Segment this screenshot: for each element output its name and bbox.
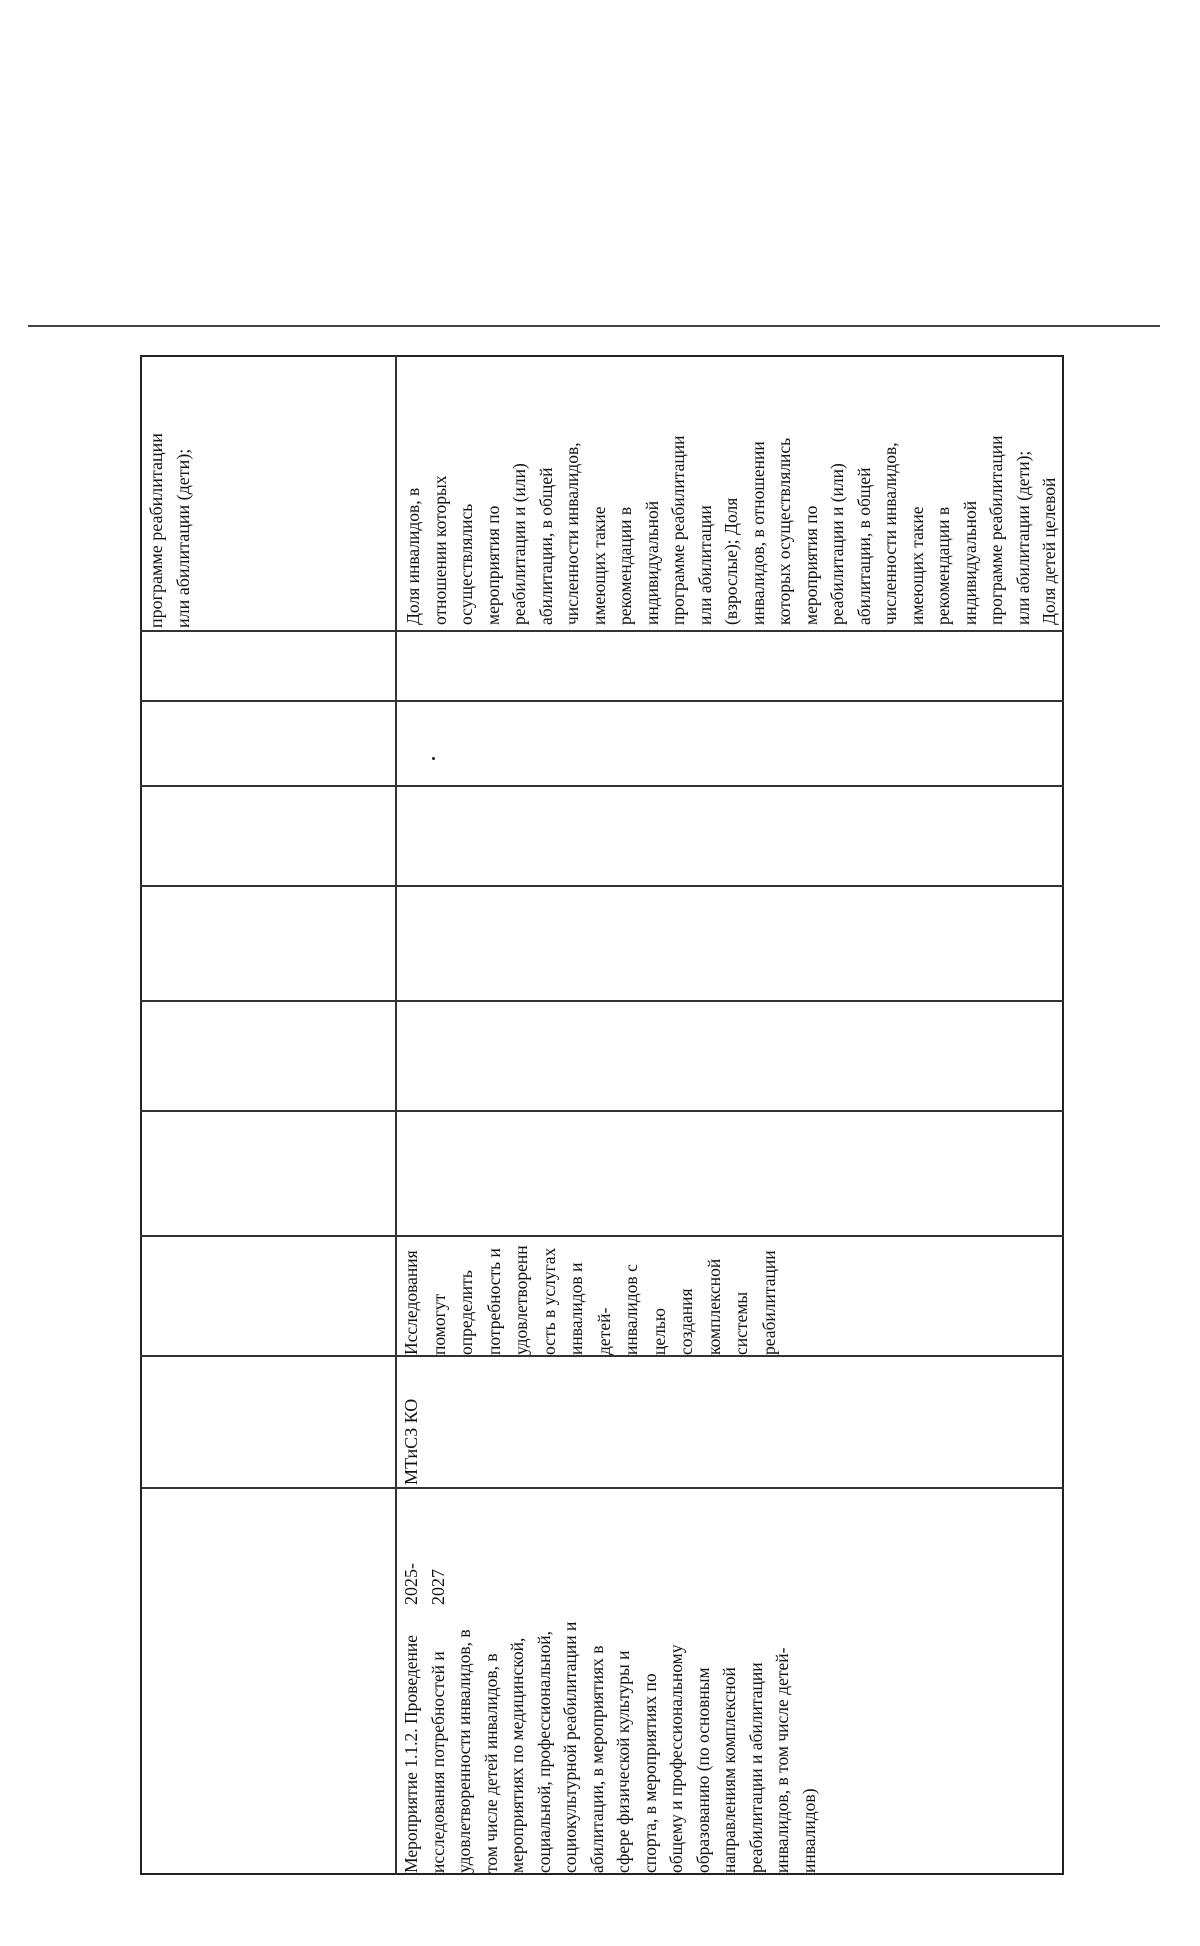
row-divider: [140, 1110, 1064, 1112]
column-divider: [395, 355, 397, 1875]
indicator-cell: Доля инвалидов, в отношении которых осуществлялись мероприятия по реабилитации и (или) абилитации, в общей численности инвалидов, имеющих такие рекомендации в индивидуальной программе реабилитации или абилитации (взрослые); Доля инвалидов, в отношении которых осуществлялись мероприятия по реабилитации и (или) абилитации, в общей численности инвалидов, имеющих такие рекомендации в индивидуальной программе реабилитации или абилитации (дети); Доля детей целевой: [403, 435, 1059, 625]
scan-speck: [432, 757, 435, 760]
measure-description-cell: Мероприятие 1.1.2. Проведение исследования потребностей и удовлетворенности инвалидов, в том числе детей инвалидов, в мероприятиях по медицинской, социальной, профессиональной, социокультурной реабилитации и абилитации, в мероприятиях в сфере физической культуры и спорта, в мероприятиях по общему и профессиональному образованию (по основным направлениям комплексной реабилитации и абилитации инвалидов, в том числе детей- инвалидов): [401, 1621, 819, 1873]
row-divider: [140, 1355, 1064, 1357]
row-divider: [140, 630, 1064, 632]
period-cell: 2025- 2027: [401, 1563, 448, 1605]
responsible-organization-cell: МТиСЗ КО: [401, 1398, 421, 1485]
row-divider: [140, 1000, 1064, 1002]
expected-result-cell: Исследования помогут определить потребность и удовлетворенн ость в услугах инвалидов и детей- инвалидов с целью создания комплексной системы реабилитации: [401, 1245, 779, 1355]
rotated-table: [140, 355, 1064, 1875]
row-divider: [140, 785, 1064, 787]
page-top-rule: [28, 325, 1160, 327]
row-divider: [140, 700, 1064, 702]
row-divider: [140, 885, 1064, 887]
carryover-indicator-cell: программе реабилитации или абилитации (дети);: [146, 433, 193, 628]
